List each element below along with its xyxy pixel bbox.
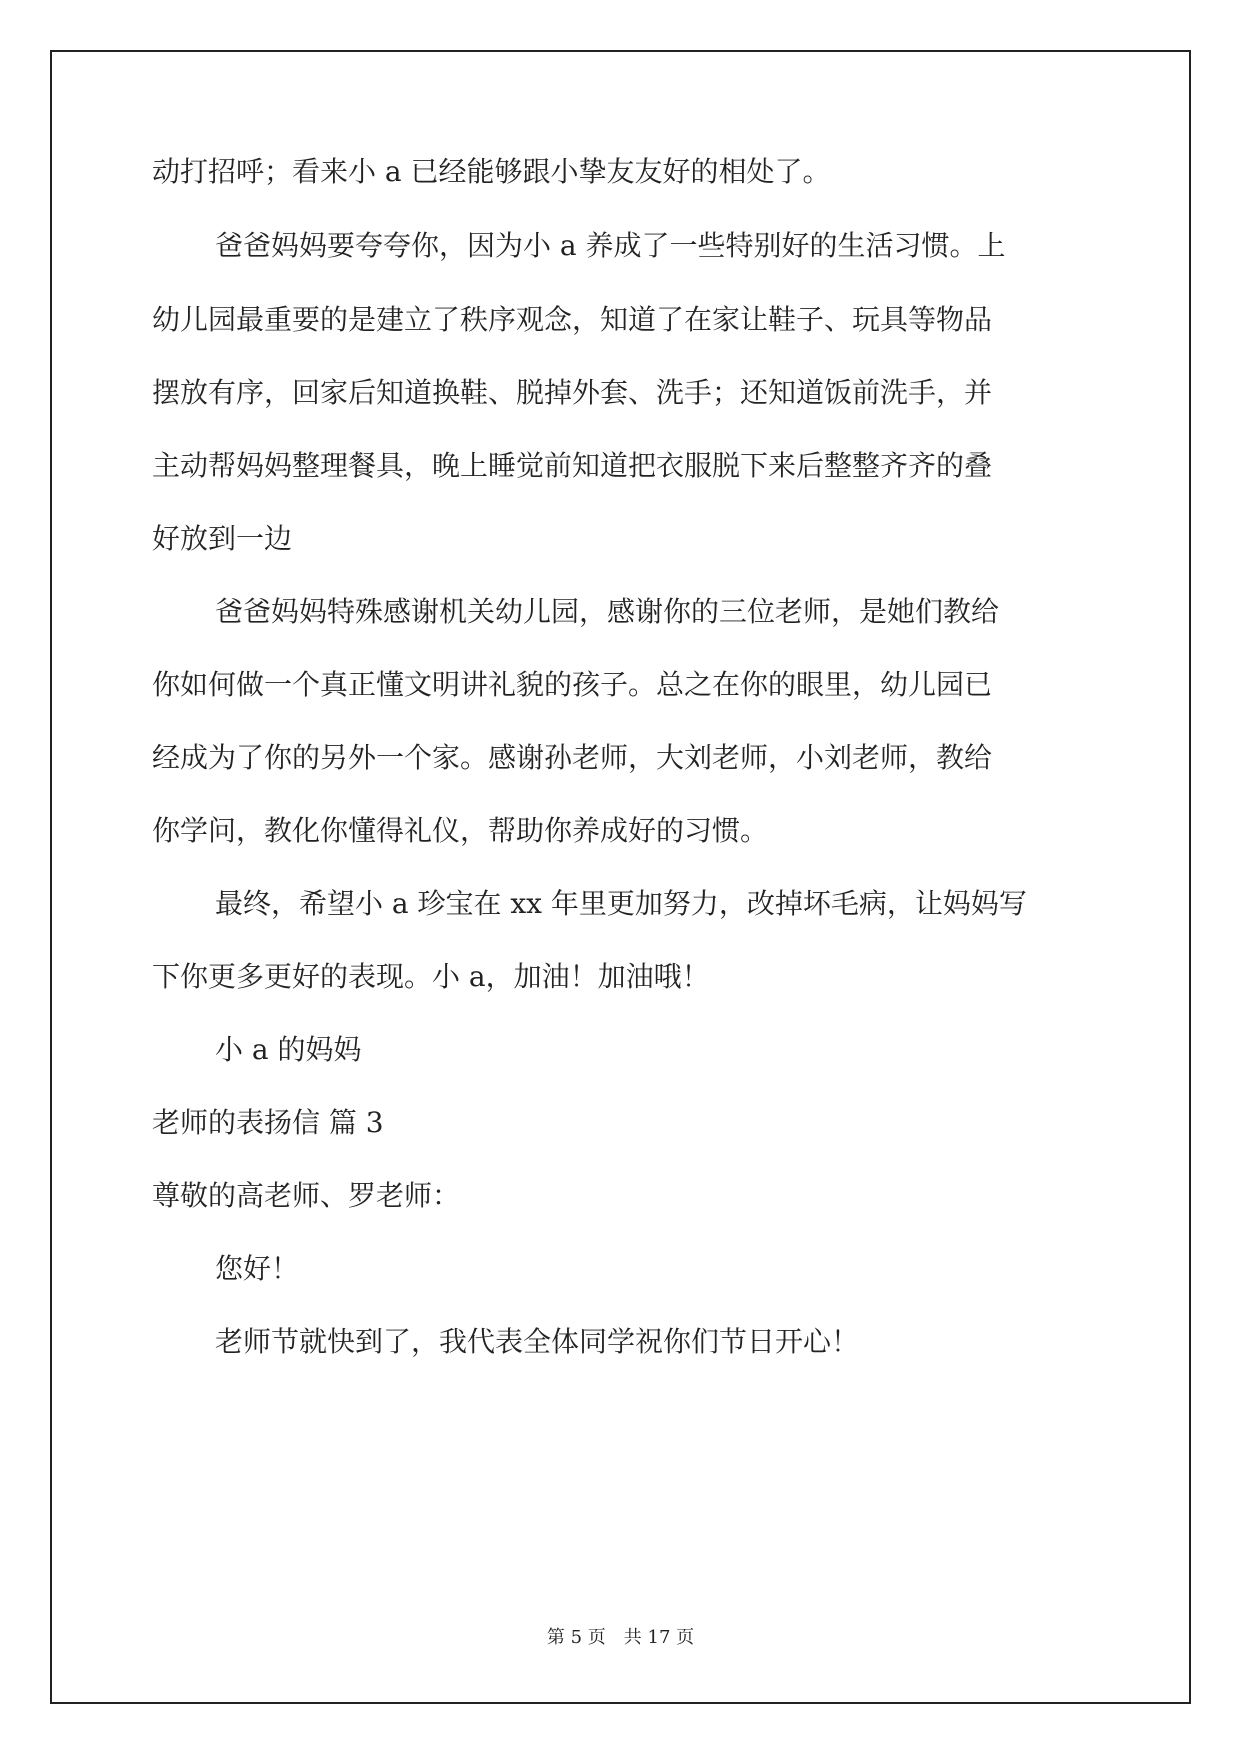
text-line: 爸爸妈妈要夸夸你，因为小 a 养成了一些特别好的生活习惯。上 (215, 229, 1006, 262)
text-line: 主动帮妈妈整理餐具，晚上睡觉前知道把衣服脱下来后整整齐齐的叠 (152, 449, 993, 482)
text-line: 好放到一边 (152, 522, 293, 555)
text-line: 最终，希望小 a 珍宝在 xx 年里更加努力，改掉坏毛病，让妈妈写 (215, 887, 1027, 920)
text-line: 下你更多更好的表现。小 a，加油！加油哦！ (152, 960, 710, 993)
text-line: 摆放有序，回家后知道换鞋、脱掉外套、洗手；还知道饭前洗手，并 (152, 376, 993, 409)
text-line: 你学问，教化你懂得礼仪，帮助你养成好的习惯。 (152, 814, 769, 847)
salutation: 尊敬的高老师、罗老师： (152, 1179, 461, 1212)
signature-line: 小 a 的妈妈 (215, 1033, 362, 1066)
section-heading: 老师的表扬信 篇 3 (152, 1106, 384, 1139)
text-line: 经成为了你的另外一个家。感谢孙老师，大刘老师，小刘老师，教给 (152, 741, 993, 774)
page-number-footer: 第 5 页 共 17 页 (546, 1627, 695, 1648)
text-line: 动打招呼；看来小 a 已经能够跟小挚友友好的相处了。 (152, 155, 831, 188)
text-line: 老师节就快到了，我代表全体同学祝你们节日开心！ (215, 1325, 860, 1358)
text-line: 你如何做一个真正懂文明讲礼貌的孩子。总之在你的眼里，幼儿园已 (152, 668, 993, 701)
text-line: 爸爸妈妈特殊感谢机关幼儿园，感谢你的三位老师，是她们教给 (215, 595, 1000, 628)
page-border (50, 50, 1191, 1704)
text-line: 幼儿园最重要的是建立了秩序观念，知道了在家让鞋子、玩具等物品 (152, 303, 993, 336)
greeting: 您好！ (215, 1252, 300, 1285)
